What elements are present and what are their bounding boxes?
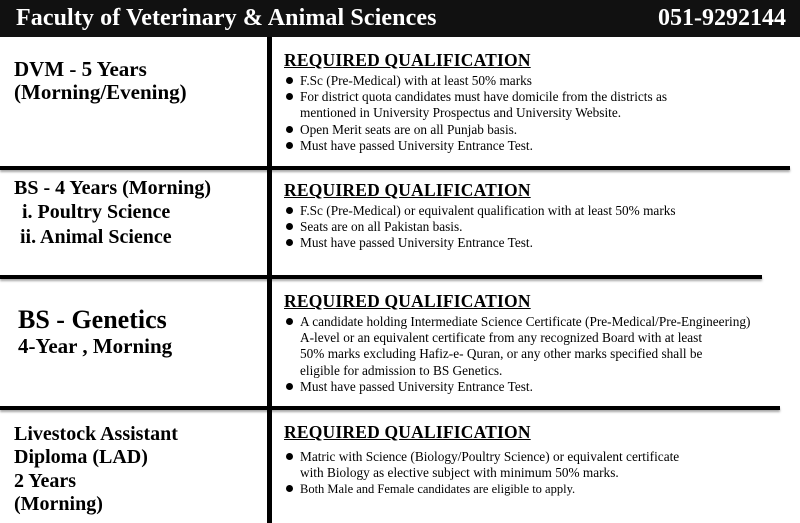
list-item: Matric with Science (Biology/Poultry Science) or equivalent certificate with Biology as elective subject with minimum 50% marks.	[284, 449, 796, 481]
qualification-list	[284, 314, 796, 395]
list-item: Must have passed University Entrance Test.	[284, 379, 796, 395]
list-item: Must have passed University Entrance Test.	[284, 235, 796, 251]
program-line: Livestock Assistant	[14, 423, 178, 445]
bullet-icon	[286, 485, 293, 492]
section-divider-1	[0, 166, 790, 170]
qualification-title: REQUIRED QUALIFICATION	[284, 291, 531, 311]
program-line: ii. Animal Science	[20, 225, 172, 248]
section-divider-2	[0, 275, 762, 279]
program-line: (Morning/Evening)	[14, 80, 187, 105]
program-line: Diploma (LAD)	[14, 446, 148, 469]
program-bs-4-years	[14, 176, 211, 249]
program-bs-genetics	[18, 306, 172, 358]
qualification-title: REQUIRED QUALIFICATION	[284, 422, 531, 442]
column-divider	[267, 37, 272, 523]
program-line: BS - 4 Years (Morning)	[14, 177, 212, 199]
program-line: DVM - 5 Years	[14, 57, 147, 81]
list-item: For district quota candidates must have domicile from the districts as mentioned in University Prospectus and University Website.	[284, 89, 796, 121]
program-line: i. Poultry Science	[22, 201, 171, 224]
program-lad	[14, 423, 178, 517]
bullet-icon	[286, 142, 293, 149]
bullet-icon	[286, 93, 293, 100]
program-line: 4-Year , Morning	[18, 333, 173, 358]
qualification-lad	[284, 422, 796, 498]
program-dvm	[14, 58, 187, 104]
list-item: Both Male and Female candidates are eligible to apply.	[284, 481, 796, 497]
list-item: A candidate holding Intermediate Science Certificate (Pre-Medical/Pre-Engineering) A-level or an equivalent certificate from any recognized Board with at least 50% marks excluding Hafiz-e- Quran, or any other marks specified shall be eligible for admission to BS Genetics.	[284, 314, 796, 379]
bullet-icon	[286, 223, 293, 230]
qualification-title: REQUIRED QUALIFICATION	[284, 50, 531, 70]
faculty-title: Faculty of Veterinary & Animal Sciences	[16, 5, 437, 31]
qualification-bs-genetics	[284, 291, 796, 395]
list-item: F.Sc (Pre-Medical) with at least 50% marks	[284, 73, 796, 89]
qualification-list	[284, 449, 796, 498]
qualification-bs-4-years	[284, 180, 796, 252]
bullet-icon	[286, 207, 293, 214]
bullet-icon	[286, 318, 293, 325]
list-item: F.Sc (Pre-Medical) or equivalent qualification with at least 50% marks	[284, 203, 796, 219]
qualification-list	[284, 73, 796, 154]
bullet-icon	[286, 239, 293, 246]
program-line: (Morning)	[14, 493, 103, 516]
bullet-icon	[286, 453, 293, 460]
qualification-list	[284, 203, 796, 252]
list-item: Must have passed University Entrance Test.	[284, 138, 796, 154]
list-item: Seats are on all Pakistan basis.	[284, 219, 796, 235]
section-divider-3	[0, 406, 780, 410]
bullet-icon	[286, 77, 293, 84]
page-header	[0, 0, 800, 37]
list-item: Open Merit seats are on all Punjab basis.	[284, 122, 796, 138]
qualification-dvm	[284, 50, 796, 154]
bullet-icon	[286, 383, 293, 390]
qualification-title: REQUIRED QUALIFICATION	[284, 180, 531, 200]
bullet-icon	[286, 126, 293, 133]
program-line: BS - Genetics	[18, 305, 167, 334]
phone-number: 051-9292144	[658, 5, 786, 31]
program-line: 2 Years	[14, 469, 77, 492]
